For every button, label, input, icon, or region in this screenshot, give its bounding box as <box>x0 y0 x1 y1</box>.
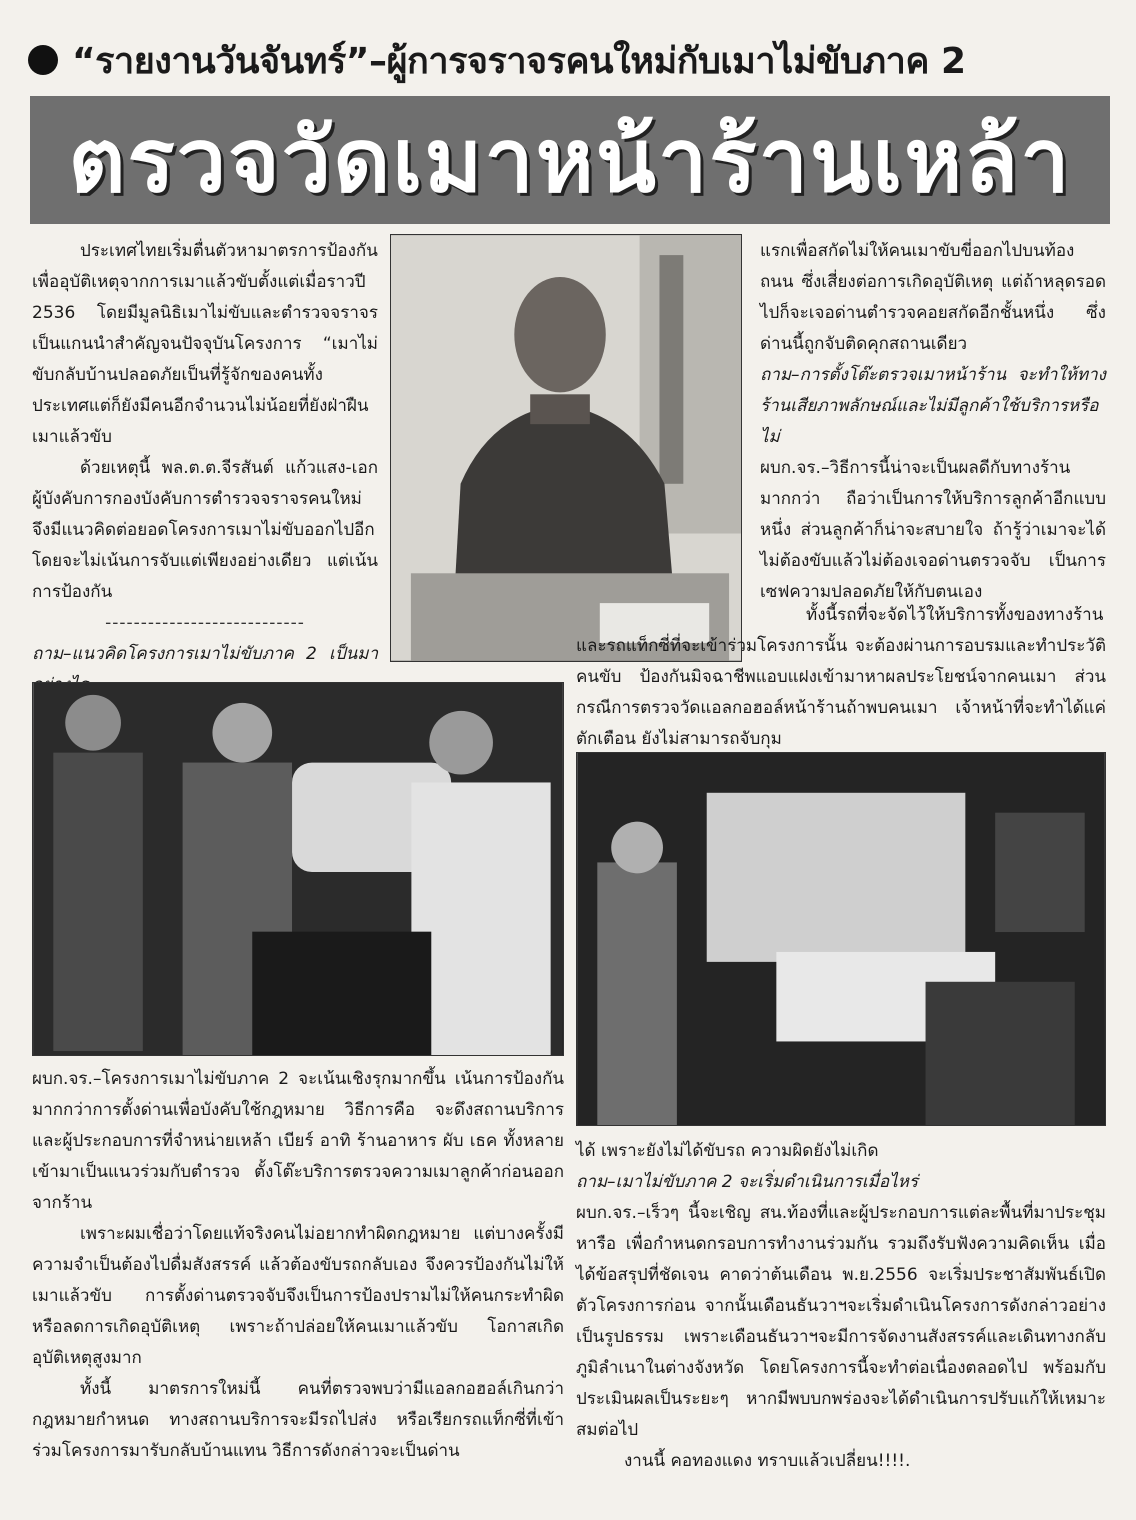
paragraph: ทั้งนี้รถที่จะจัดไว้ให้บริการทั้งของทางร้านและรถแท็กซี่ที่จะเข้าร่วมโครงการนั้น จะต้องผ่านการอบรมและทำประวัติคนขับ ป้องกันมิจฉาชีพแอบแฝงเข้ามาหาผลประโยชน์จากคนเมา ส่วนกรณีการตรวจวัดแอลกอฮอล์หน้าร้านถ้าพบคนเมา เจ้าหน้าที่จะทำได้แค่ตักเตือน ยังไม่สามารถจับกุม <box>576 605 1106 749</box>
answer-paragraph: ผบก.จร.–โครงการเมาไม่ขับภาค 2 จะเน้นเชิงรุกมากขึ้น เน้นการป้องกันมากกว่าการตั้งด่านเพื่อบังคับใช้กฎหมาย วิธีการคือ จะดึงสถานบริการและผู้ประกอบการที่จำหน่ายเหล้า เบียร์ อาทิ ร้านอาหาร ผับ เธค ทั้งหลาย เข้ามาเป็นแนวร่วมกับตำรวจ ตั้งโต๊ะบริการตรวจความเมาลูกค้าก่อนออกจากร้าน <box>32 1069 564 1213</box>
portrait-illustration <box>391 235 741 661</box>
paragraph: แรกเพื่อสกัดไม่ให้คนเมาขับขี่ออกไปบนท้องถนน ซึ่งเสี่ยงต่อการเกิดอุบัติเหตุ แต่ถ้าหลุดรอดไปก็จะเจอด่านตำรวจคอยสกัดอีกชั้นหนึ่ง ซึ่งด่านนี้ถูกจับติดคุกสถานเดียว <box>760 241 1106 354</box>
question-paragraph: ถาม–เมาไม่ขับภาค 2 จะเริ่มดำเนินการเมื่อไหร่ <box>576 1172 918 1192</box>
checkpoint-photo <box>32 682 564 1056</box>
question-paragraph: ถาม–แนวคิดโครงการเมาไม่ขับภาค 2 เป็นมา <box>32 644 378 664</box>
headline-bar <box>30 96 1110 224</box>
portrait-photo <box>390 234 742 662</box>
desk-illustration <box>577 753 1105 1125</box>
signoff: งานนี้ คอทองแดง ทราบแล้วเปลี่ยน!!!!. <box>624 1451 911 1471</box>
paragraph: ทั้งนี้ มาตรการใหม่นี้ คนที่ตรวจพบว่ามีแอลกอฮอล์เกินกว่ากฎหมายกำหนด ทางสถานบริการจะมีรถไปส่ง หรือเรียกรถแท็กซี่ที่เข้าร่วมโครงการมารับกลับบ้านแทน วิธีการดังกล่าวจะเป็นด่าน <box>32 1379 564 1461</box>
paragraph: ประเทศไทยเริ่มตื่นตัวหามาตรการป้องกันเพื่ออุบัติเหตุจากการเมาแล้วขับตั้งแต่เมื่อราวปี 2536 โดยมีมูลนิธิเมาไม่ขับและตำรวจจราจรเป็นแกนนำสำคัญจนปัจจุบันโครงการ “เมาไม่ขับกลับบ้านปลอดภัยเป็นที่รู้จักของคนทั้งประเทศแต่ก็ยังมีคนอีกจำนวนไม่น้อยที่ยังฝ่าฝืนเมาแล้วขับ <box>32 241 378 447</box>
divider-line: ---------------------------- <box>105 613 305 633</box>
paragraph: เพราะผมเชื่อว่าโดยแท้จริงคนไม่อยากทำผิดกฎหมาย แต่บางครั้งมีความจำเป็นต้องไปดื่มสังสรรค์ แล้วต้องขับรถกลับเอง จึงควรป้องกันไม่ให้เมาแล้วขับ การตั้งด่านตรวจจับจึงเป็นการป้องปรามไม่ให้คนกระทำผิด หรือลดการเกิดอุบัติเหตุ เพราะถ้าปล่อยให้คนเมาแล้วขับ โอกาสเกิดอุบัติเหตุสูงมาก <box>32 1224 564 1368</box>
column-left-bottom <box>32 1064 564 1467</box>
question-paragraph: ถาม–การตั้งโต๊ะตรวจเมาหน้าร้าน จะทำให้ทางร้านเสียภาพลักษณ์และไม่มีลูกค้าใช้บริการหรือไม่ <box>760 365 1106 447</box>
checkpoint-illustration <box>33 683 563 1055</box>
bullet-dot-icon <box>28 45 58 75</box>
paragraph: ได้ เพราะยังไม่ได้ขับรถ ความผิดยังไม่เกิด <box>576 1141 879 1161</box>
column-right-bottom <box>576 1136 1106 1477</box>
column-right-top <box>760 236 1106 608</box>
kicker-line <box>28 30 1108 90</box>
column-left-top <box>32 236 378 701</box>
kicker-text: “รายงานวันจันทร์”–ผู้การจราจรคนใหม่กับเมาไม่ขับภาค 2 <box>72 40 966 82</box>
answer-paragraph: ผบก.จร.–วิธีการนี้น่าจะเป็นผลดีกับทางร้านมากกว่า ถือว่าเป็นการให้บริการลูกค้าอีกแบบหนึ่ง ส่วนลูกค้าก็น่าจะสบายใจ ถ้ารู้ว่าเมาจะได้ไม่ต้องขับแล้วไม่ต้องเจอด่านตรวจจับ เป็นการเซฟความปลอดภัยให้กับตนเอง <box>760 458 1106 602</box>
desk-photo <box>576 752 1106 1126</box>
answer-paragraph: ผบก.จร.–เร็วๆ นี้จะเชิญ สน.ท้องที่และผู้ประกอบการแต่ละพื้นที่มาประชุมหารือ เพื่อกำหนดกรอบการทำงานร่วมกัน รวมถึงรับฟังความคิดเห็น เมื่อได้ข้อสรุปที่ชัดเจน คาดว่าต้นเดือน พ.ย.2556 จะเริ่มประชาสัมพันธ์เปิดตัวโครงการก่อน จากนั้นเดือนธันวาฯจะเริ่มดำเนินโครงการดังกล่าวอย่างเป็นรูปธรรม เพราะเดือนธันวาฯจะมีการจัดงานสังสรรค์และเดินทางกลับภูมิลำเนาในต่างจังหวัด โดยโครงการนี้จะทำต่อเนื่องตลอดไป พร้อมกับประเมินผลเป็นระยะๆ หากมีพบบกพร่องจะได้ดำเนินการปรับแก้ให้เหมาะสมต่อไป <box>576 1203 1106 1440</box>
headline-text: ตรวจวัดเมาหน้าร้านเหล้า <box>68 109 1072 212</box>
column-right-wide <box>576 600 1106 755</box>
paragraph: ด้วยเหตุนี้ พล.ต.ต.จีรสันต์ แก้วแสง-เอก ผู้บังคับการกองบังคับการตำรวจจราจรคนใหม่ จึงมีแนวคิดต่อยอดโครงการเมาไม่ขับออกไปอีก โดยจะไม่เน้นการจับแต่เพียงอย่างเดียว แต่เน้นการป้องกัน <box>32 458 378 602</box>
